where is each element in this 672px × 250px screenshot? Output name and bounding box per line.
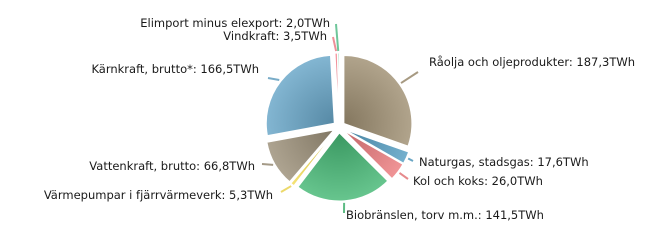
slice-label-vindkraft: Vindkraft: 3,5TWh [223, 29, 327, 43]
slice-label-elimport-minus-elexport: Elimport minus elexport: 2,0TWh [140, 16, 330, 30]
leader-line-raolja-och-oljeprodukter [401, 72, 418, 83]
slice-label-vattenkraft-brutto: Vattenkraft, brutto: 66,8TWh [89, 159, 255, 173]
pie-slice-karnkraft-brutto [266, 55, 334, 135]
leader-line-vattenkraft-brutto [262, 164, 273, 165]
leader-line-vindkraft [333, 37, 336, 51]
slice-label-kol-och-koks: Kol och koks: 26,0TWh [413, 174, 543, 188]
leader-line-elimport-minus-elexport [336, 24, 338, 51]
slice-label-biobranslen-torv-m-m: Biobränslen, torv m.m.: 141,5TWh [346, 208, 544, 222]
slice-label-raolja-och-oljeprodukter: Råolja och oljeprodukter: 187,3TWh [429, 55, 636, 69]
leader-line-karnkraft-brutto [268, 78, 279, 80]
slice-label-naturgas-stadsgas: Naturgas, stadsgas: 17,6TWh [419, 155, 589, 169]
slice-label-varmepumpar-i-fjarrvarmeverk: Värmepumpar i fjärrvärmeverk: 5,3TWh [43, 188, 273, 202]
slice-label-karnkraft-brutto: Kärnkraft, brutto*: 166,5TWh [91, 62, 259, 76]
leader-line-naturgas-stadsgas [408, 159, 413, 161]
leader-line-varmepumpar-i-fjarrvarmeverk [281, 186, 291, 192]
slices-layer [266, 53, 412, 201]
leader-line-kol-och-koks [400, 173, 408, 179]
